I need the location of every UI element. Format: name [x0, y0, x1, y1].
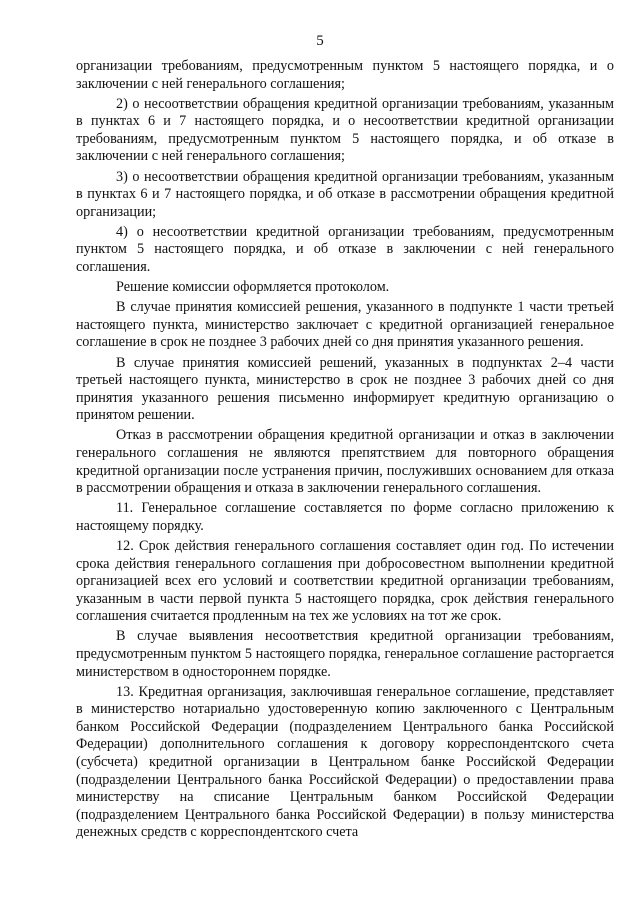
paragraph-decision-subitems-2-4: В случае принятия комиссией решений, указанных в подпунктах 2–4 части третьей настоящего пункта, министерство в срок не позднее 3 рабочих дней со дня принятия указанного решения письменно информирует кредитную организацию о принятом решении. — [76, 354, 614, 424]
paragraph-item-13: 13. Кредитная организация, заключившая генеральное соглашение, представляет в министерство нотариально удостоверенную копию заключенного с Центральным банком Российской Федерации (подразделением Центрального банка Российской Федерации) дополнительного соглашения к договору корреспондентского счета (субсчета) кредитной организации в Центральном банке Российской Федерации (подразделении Центрального банка Российской Федерации) о предоставлении права министерству на списание Центральным банком Российской Федерации (подразделением Центрального банка Российской Федерации) в пользу министерства денежных средств с корреспондентского счета — [76, 683, 614, 841]
paragraph-item-11: 11. Генеральное соглашение составляется по форме согласно приложению к настоящему порядку. — [76, 500, 614, 534]
paragraph-decision-subitem-1: В случае принятия комиссией решения, указанного в подпункте 1 части третьей настоящего пункта, министерство заключает с кредитной организацией генеральное соглашение в срок не позднее 3 рабочих дней со дня принятия указанного решения. — [76, 299, 614, 351]
paragraph-subitem-3: 3) о несоответствии обращения кредитной организации требованиям, указанным в пунктах 6 и 7 настоящего порядка, и об отказе в рассмотрении обращения кредитной организации; — [76, 168, 614, 220]
document-body — [76, 58, 614, 845]
paragraph-subitem-2: 2) о несоответствии обращения кредитной организации требованиям, указанным в пунктах 6 и 7 настоящего порядка, и о несоответствии кредитной организации требованиям, предусмотренным пунктом 5 настоящего порядка, и об отказе в заключении с ней генерального соглашения; — [76, 95, 614, 165]
paragraph-item-12: 12. Срок действия генерального соглашения составляет один год. По истечении срока действия генерального соглашения при добросовестном выполнении кредитной организацией всех его условий и соответствии кредитной организации требованиям, указанным в части первой пункта 5 настоящего порядка, срок действия генерального соглашения считается продленным на тех же условиях на тот же срок. — [76, 537, 614, 625]
paragraph-refusal: Отказ в рассмотрении обращения кредитной организации и отказ в заключении генерального соглашения не являются препятствием для повторного обращения кредитной организации после устранения причин, послуживших основанием для отказа в рассмотрении обращения и отказа в заключении генерального соглашения. — [76, 427, 614, 497]
page-number: 5 — [316, 33, 324, 49]
paragraph-continuation: организации требованиям, предусмотренным пунктом 5 настоящего порядка, и о заключении с ней генерального соглашения; — [76, 58, 614, 92]
paragraph-commission-protocol: Решение комиссии оформляется протоколом. — [116, 279, 390, 296]
paragraph-subitem-4: 4) о несоответствии кредитной организации требованиям, предусмотренным пунктом 5 настоящего порядка, и об отказе в заключении с ней генерального соглашения. — [76, 223, 614, 276]
paragraph-termination: В случае выявления несоответствия кредитной организации требованиям, предусмотренным пунктом 5 настоящего порядка, генеральное соглашение расторгается министерством в одностороннем порядке. — [76, 628, 614, 680]
